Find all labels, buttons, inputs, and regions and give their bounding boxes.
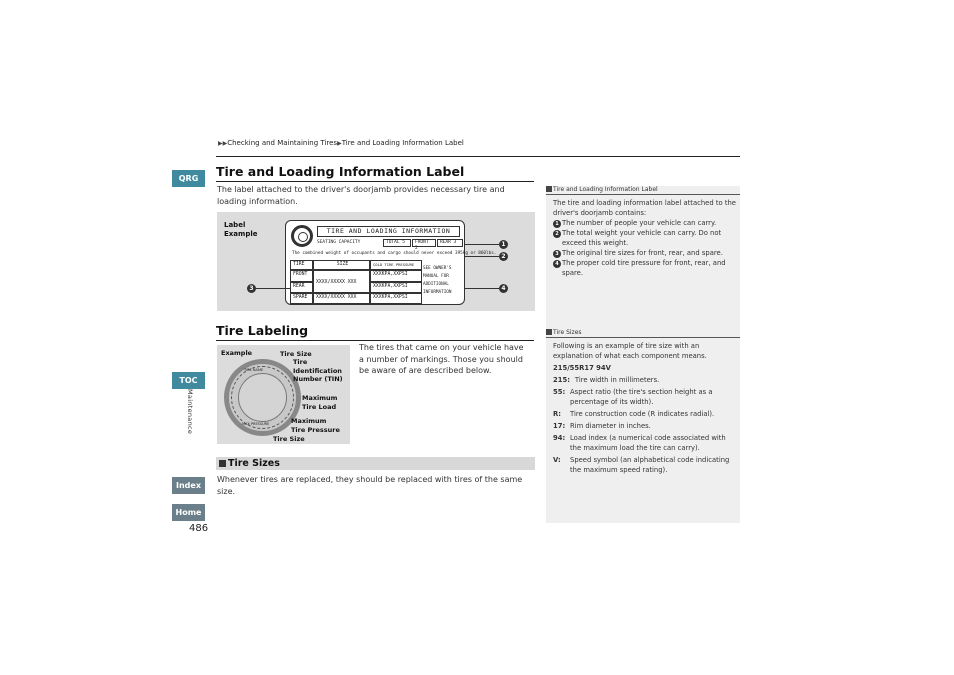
note-line: SEE OWNER'S	[423, 266, 452, 271]
table-header-size: SIZE	[313, 260, 370, 270]
breadcrumb-parent-link[interactable]: Checking and Maintaining Tires	[227, 139, 338, 147]
table-row-rear: REAR	[290, 282, 313, 293]
note-header	[546, 329, 740, 338]
label-line: Tire	[293, 358, 308, 366]
note2-body	[553, 341, 737, 475]
see-owners-manual-note	[423, 265, 463, 297]
label-max-pressure	[291, 417, 340, 434]
tire-labeling-paragraph: The tires that came on your vehicle have a number of markings. Those you should be aware of are described below.	[359, 343, 524, 375]
breadcrumb	[218, 139, 464, 147]
sticker-title: TIRE AND LOADING INFORMATION	[317, 226, 460, 237]
note-intro: Following is an example of tire size with an explanation of what each component means.	[553, 342, 707, 360]
label-line: Maximum	[302, 394, 338, 402]
callout-line	[464, 256, 499, 257]
note-icon	[546, 329, 552, 335]
callout-line	[256, 288, 290, 289]
label-line: Identification	[293, 366, 342, 375]
definition-value: Speed symbol (an alphabetical code indicating the maximum speed rating).	[570, 456, 730, 474]
list-item-text: The number of people your vehicle can carry.	[562, 219, 717, 227]
tire-rim	[238, 373, 287, 422]
label-line: Number (TIN)	[293, 375, 343, 383]
page-number: 486	[189, 523, 209, 534]
definition-value: Load index (a numerical code associated with the maximum load the tire can carry).	[570, 434, 726, 452]
callout-2: 2	[499, 252, 508, 261]
callout-3: 3	[247, 284, 256, 293]
definition-key: V:	[553, 456, 561, 464]
note-intro: The tire and loading information label attached to the driver's doorjamb contains:	[553, 199, 736, 217]
list-item	[553, 228, 737, 248]
label-line: Maximum	[291, 417, 327, 425]
label-line: Tire Load	[302, 402, 337, 411]
wheel-icon	[291, 225, 313, 247]
label-line: Tire Pressure	[291, 425, 340, 434]
note-title: Tire and Loading Information Label	[553, 186, 658, 193]
seating-total: TOTAL 5	[383, 239, 411, 247]
number-badge: 1	[553, 220, 561, 228]
example-caption: Example	[221, 349, 253, 357]
definition-value: Aspect ratio (the tire's section height as a percentage of its width).	[570, 388, 713, 406]
callout-1: 1	[499, 240, 508, 249]
seating-capacity-label: SEATING CAPACITY	[317, 240, 361, 245]
caption-line: Label	[224, 221, 246, 229]
number-badge: 4	[553, 260, 561, 268]
breadcrumb-arrow-icon: ▶	[337, 140, 342, 147]
list-item-text: The original tire sizes for front, rear, and spare.	[562, 249, 723, 257]
definition-key: 55:	[553, 388, 566, 396]
list-item-text: The total weight your vehicle can carry. Do not exceed this weight.	[562, 229, 722, 247]
table-row-front: FRONT	[290, 270, 313, 282]
tire-sizes-section-bar	[216, 457, 535, 470]
definition-row	[553, 421, 737, 431]
note-icon	[546, 186, 552, 192]
notes-panel	[546, 186, 740, 523]
section-title-tire-sizes: Tire Sizes	[228, 458, 280, 469]
label-example-figure	[217, 212, 535, 311]
header-divider	[216, 156, 740, 157]
table-row-spare: SPARE	[290, 293, 313, 304]
table-header-tire: TIRE	[290, 260, 313, 270]
section-divider	[216, 340, 534, 341]
chapter-label: Maintenance	[186, 389, 194, 435]
table-pressure-front: XXXKPA,XXPSI	[370, 270, 422, 282]
tire-text-top: TIRE NAME	[244, 368, 264, 372]
definition-row	[553, 455, 737, 475]
tire-text-bottom: MAX PRESSURE	[242, 422, 270, 426]
list-item-text: The proper cold tire pressure for front, rear, and spare.	[562, 259, 726, 277]
section-title-tire-loading: Tire and Loading Information Label	[216, 164, 465, 179]
weight-limit-line: The combined weight of occupants and cargo should never exceed 395kg or 860lbs.	[292, 251, 497, 256]
list-item	[553, 248, 737, 258]
tire-loading-sticker	[285, 220, 497, 305]
definition-row	[553, 387, 737, 407]
note-title: Tire Sizes	[553, 329, 582, 336]
table-size-front: XXXX/XXXXX XXX	[313, 270, 370, 293]
definition-row	[553, 375, 737, 385]
table-pressure-spare: XXXKPA,XXPSI	[370, 293, 422, 304]
note-line: INFORMATION	[423, 290, 452, 295]
definition-key: R:	[553, 410, 561, 418]
number-badge: 3	[553, 250, 561, 258]
number-badge: 2	[553, 230, 561, 238]
callout-line	[464, 244, 499, 245]
label-tire-size-top: Tire Size	[280, 350, 312, 358]
definition-key: 17:	[553, 422, 566, 430]
home-tab[interactable]: Home	[172, 504, 205, 521]
callout-line	[464, 288, 499, 289]
note-header	[546, 186, 740, 195]
table-header-pressure: COLD TIRE PRESSURE	[370, 260, 422, 270]
intro-paragraph: The label attached to the driver's doorjamb provides necessary tire and loading information.	[217, 185, 505, 206]
qrg-tab[interactable]: QRG	[172, 170, 205, 187]
tire-sidewall-illustration	[224, 359, 301, 436]
tire-sizes-paragraph: Whenever tires are replaced, they should be replaced with tires of the same size.	[217, 475, 523, 496]
tire-size-example: 215/55R17 94V	[553, 364, 611, 372]
definition-value: Rim diameter in inches.	[570, 422, 651, 430]
definition-row	[553, 409, 737, 419]
section-title-tire-labeling: Tire Labeling	[216, 323, 309, 338]
note-line: ADDITIONAL	[423, 282, 449, 287]
tire-labeling-figure	[217, 345, 350, 444]
toc-tab[interactable]: TOC	[172, 372, 205, 389]
index-tab[interactable]: Index	[172, 477, 205, 494]
list-item	[553, 258, 737, 278]
table-size-spare: XXXX/XXXXX XXX	[313, 293, 370, 304]
callout-4: 4	[499, 284, 508, 293]
section-divider	[216, 181, 534, 182]
section-square-icon	[219, 460, 226, 467]
definition-key: 215:	[553, 376, 570, 384]
definition-value: Tire width in millimeters.	[574, 376, 660, 384]
breadcrumb-current: Tire and Loading Information Label	[341, 139, 464, 147]
label-example-caption	[224, 221, 257, 239]
seating-rear: REAR 3	[437, 239, 463, 247]
seating-front: FRONT 2	[412, 239, 436, 247]
definition-value: Tire construction code (R indicates radial).	[570, 410, 715, 418]
label-tire-size-bottom: Tire Size	[273, 435, 305, 443]
note-line: MANUAL FOR	[423, 274, 449, 279]
list-item	[553, 218, 737, 228]
table-pressure-rear: XXXKPA,XXPSI	[370, 282, 422, 293]
breadcrumb-arrow-icon: ▶▶	[218, 140, 228, 147]
definition-row	[553, 433, 737, 453]
note1-body	[553, 198, 737, 278]
caption-line: Example	[224, 230, 258, 238]
label-max-load	[302, 394, 337, 411]
definition-key: 94:	[553, 434, 566, 442]
label-tin	[293, 358, 343, 384]
